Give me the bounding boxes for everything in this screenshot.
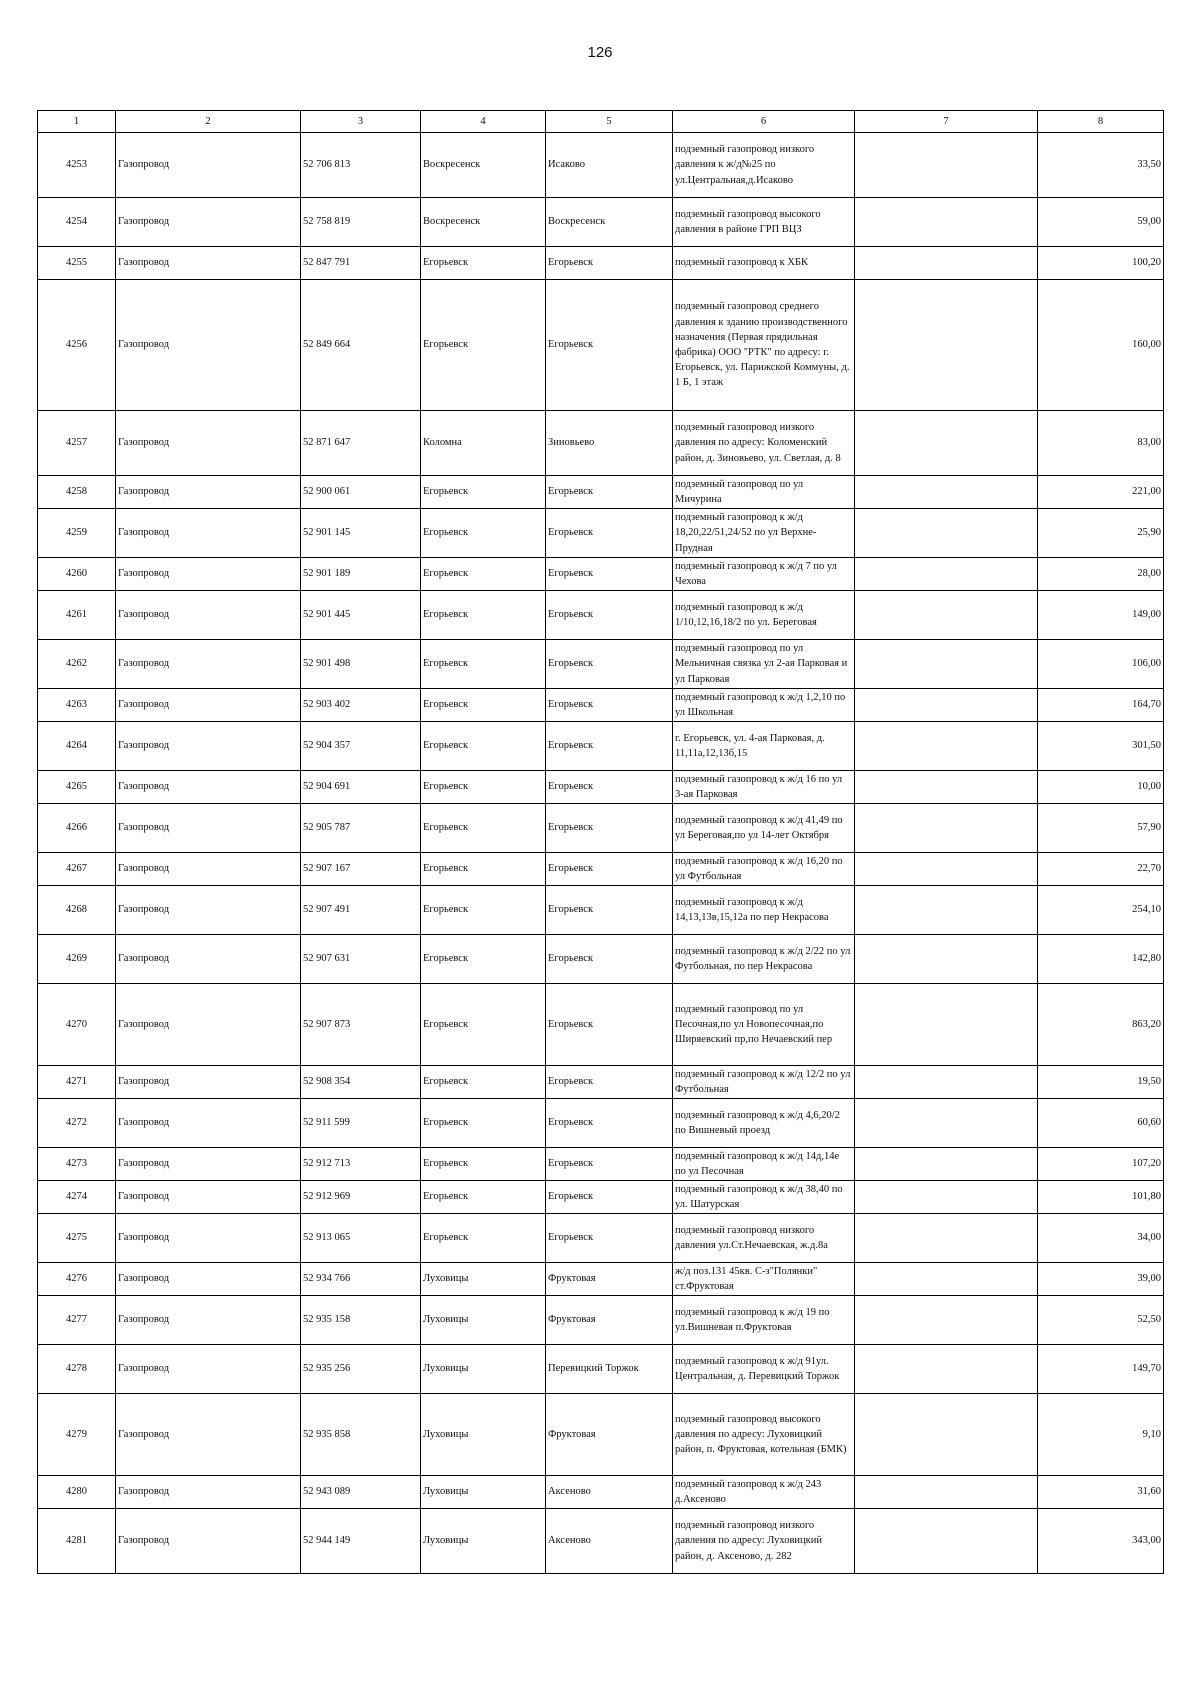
length-value: 221,00 [1038,476,1164,509]
table-row [38,198,1164,247]
description: подземный газопровод низкого давления к ж/д№25 по ул.Центральная,д.Исаково [673,133,855,198]
description: подземный газопровод к ж/д 4,6,20/2 по Вишневый проезд [673,1099,855,1148]
object-name: Газопровод [116,133,301,198]
locality: Егорьевск [546,509,673,558]
object-code: 52 758 819 [301,198,421,247]
length-value: 101,80 [1038,1181,1164,1214]
row-number: 4278 [38,1345,116,1394]
column-header-1: 1 [38,111,116,133]
locality: Егорьевск [546,591,673,640]
district: Егорьевск [421,886,546,935]
length-value: 33,50 [1038,133,1164,198]
row-number: 4271 [38,1066,116,1099]
table-row [38,1394,1164,1476]
table-row [38,689,1164,722]
column-7-cell [855,1263,1038,1296]
row-number: 4277 [38,1296,116,1345]
district: Егорьевск [421,476,546,509]
object-name: Газопровод [116,771,301,804]
length-value: 164,70 [1038,689,1164,722]
locality: Егорьевск [546,984,673,1066]
description: подземный газопровод к ж/д 2/22 по ул Футбольная, по пер Некрасова [673,935,855,984]
locality: Фруктовая [546,1394,673,1476]
length-value: 149,70 [1038,1345,1164,1394]
column-7-cell [855,1099,1038,1148]
locality: Егорьевск [546,886,673,935]
column-7-cell [855,771,1038,804]
column-7-cell [855,1214,1038,1263]
object-code: 52 913 065 [301,1214,421,1263]
object-name: Газопровод [116,509,301,558]
row-number: 4264 [38,722,116,771]
object-code: 52 912 969 [301,1181,421,1214]
object-name: Газопровод [116,1296,301,1345]
table-row [38,411,1164,476]
column-7-cell [855,1509,1038,1574]
column-7-cell [855,1394,1038,1476]
object-code: 52 908 354 [301,1066,421,1099]
locality: Егорьевск [546,722,673,771]
table-row [38,771,1164,804]
locality: Воскресенск [546,198,673,247]
object-code: 52 900 061 [301,476,421,509]
page-number: 126 [587,44,613,61]
length-value: 106,00 [1038,640,1164,689]
locality: Перевицкий Торжок [546,1345,673,1394]
district: Егорьевск [421,1099,546,1148]
row-number: 4269 [38,935,116,984]
column-7-cell [855,558,1038,591]
object-code: 52 907 491 [301,886,421,935]
district: Егорьевск [421,853,546,886]
district: Егорьевск [421,804,546,853]
length-value: 107,20 [1038,1148,1164,1181]
header-row [38,111,1164,133]
object-name: Газопровод [116,1181,301,1214]
locality: Егорьевск [546,1214,673,1263]
locality: Егорьевск [546,935,673,984]
table-row [38,640,1164,689]
row-number: 4253 [38,133,116,198]
locality: Егорьевск [546,247,673,280]
column-7-cell [855,640,1038,689]
column-header-2: 2 [116,111,301,133]
object-name: Газопровод [116,722,301,771]
object-name: Газопровод [116,1476,301,1509]
district: Воскресенск [421,198,546,247]
object-code: 52 944 149 [301,1509,421,1574]
column-header-8: 8 [1038,111,1164,133]
table-row [38,886,1164,935]
length-value: 10,00 [1038,771,1164,804]
district: Луховицы [421,1345,546,1394]
row-number: 4261 [38,591,116,640]
district: Луховицы [421,1509,546,1574]
object-name: Газопровод [116,591,301,640]
row-number: 4272 [38,1099,116,1148]
column-7-cell [855,1476,1038,1509]
row-number: 4257 [38,411,116,476]
column-7-cell [855,1296,1038,1345]
column-7-cell [855,198,1038,247]
table-row [38,1263,1164,1296]
locality: Егорьевск [546,1066,673,1099]
object-name: Газопровод [116,411,301,476]
column-7-cell [855,853,1038,886]
description: ж/д поз.131 45кв. С-з"Полянки" ст.Фруктовая [673,1263,855,1296]
object-code: 52 935 256 [301,1345,421,1394]
length-value: 22,70 [1038,853,1164,886]
object-name: Газопровод [116,804,301,853]
description: подземный газопровод по ул Мичурина [673,476,855,509]
object-code: 52 901 498 [301,640,421,689]
column-7-cell [855,476,1038,509]
description: подземный газопровод к ж/д 243 д.Аксеново [673,1476,855,1509]
table-body [38,133,1164,1574]
length-value: 160,00 [1038,280,1164,411]
description: подземный газопровод к ж/д 7 по ул Чехова [673,558,855,591]
object-code: 52 943 089 [301,1476,421,1509]
object-name: Газопровод [116,476,301,509]
length-value: 343,00 [1038,1509,1164,1574]
length-value: 149,00 [1038,591,1164,640]
object-name: Газопровод [116,280,301,411]
description: подземный газопровод низкого давления ул.Ст.Нечаевская, ж.д.8а [673,1214,855,1263]
table-row [38,1181,1164,1214]
object-code: 52 935 858 [301,1394,421,1476]
district: Егорьевск [421,689,546,722]
object-code: 52 871 647 [301,411,421,476]
column-7-cell [855,509,1038,558]
table-row [38,935,1164,984]
column-7-cell [855,247,1038,280]
object-name: Газопровод [116,1509,301,1574]
description: подземный газопровод к ж/д 38,40 по ул. Шатурская [673,1181,855,1214]
column-7-cell [855,1345,1038,1394]
object-code: 52 847 791 [301,247,421,280]
description: подземный газопровод по ул Песочная,по ул Новопесочная,по Ширяевский пр,по Нечаевский пер [673,984,855,1066]
object-code: 52 901 189 [301,558,421,591]
column-7-cell [855,935,1038,984]
object-name: Газопровод [116,1099,301,1148]
object-code: 52 905 787 [301,804,421,853]
description: подземный газопровод высокого давления в районе ГРП ВЦЗ [673,198,855,247]
locality: Егорьевск [546,771,673,804]
object-code: 52 901 145 [301,509,421,558]
object-code: 52 904 357 [301,722,421,771]
table-row [38,722,1164,771]
table-row [38,476,1164,509]
row-number: 4256 [38,280,116,411]
length-value: 39,00 [1038,1263,1164,1296]
object-code: 52 849 664 [301,280,421,411]
column-7-cell [855,689,1038,722]
length-value: 57,90 [1038,804,1164,853]
column-header-6: 6 [673,111,855,133]
column-7-cell [855,411,1038,476]
object-name: Газопровод [116,1214,301,1263]
object-name: Газопровод [116,1066,301,1099]
object-code: 52 907 873 [301,984,421,1066]
district: Коломна [421,411,546,476]
description: подземный газопровод к ж/д 91ул. Центральная, д. Перевицкий Торжок [673,1345,855,1394]
registry-table [37,110,1164,1574]
description: подземный газопровод к ж/д 12/2 по ул Футбольная [673,1066,855,1099]
object-name: Газопровод [116,886,301,935]
description: подземный газопровод к ж/д 41,49 по ул Береговая,по ул 14-лет Октября [673,804,855,853]
locality: Егорьевск [546,689,673,722]
length-value: 100,20 [1038,247,1164,280]
district: Луховицы [421,1263,546,1296]
column-7-cell [855,1148,1038,1181]
district: Егорьевск [421,722,546,771]
locality: Исаково [546,133,673,198]
description: подземный газопровод к ж/д 1,2,10 по ул Школьная [673,689,855,722]
column-header-7: 7 [855,111,1038,133]
column-7-cell [855,1066,1038,1099]
object-code: 52 911 599 [301,1099,421,1148]
description: г. Егорьевск, ул. 4-ая Парковая, д. 11,11а,12,13б,15 [673,722,855,771]
object-code: 52 904 691 [301,771,421,804]
row-number: 4268 [38,886,116,935]
district: Егорьевск [421,558,546,591]
description: подземный газопровод к ж/д 16,20 по ул Футбольная [673,853,855,886]
locality: Егорьевск [546,1099,673,1148]
column-7-cell [855,804,1038,853]
column-header-5: 5 [546,111,673,133]
object-name: Газопровод [116,984,301,1066]
object-name: Газопровод [116,558,301,591]
table-row [38,280,1164,411]
description: подземный газопровод к ХБК [673,247,855,280]
table-row [38,1509,1164,1574]
length-value: 863,20 [1038,984,1164,1066]
table-row [38,1099,1164,1148]
locality: Егорьевск [546,558,673,591]
locality: Аксеново [546,1476,673,1509]
column-7-cell [855,722,1038,771]
district: Егорьевск [421,640,546,689]
district: Егорьевск [421,935,546,984]
column-header-4: 4 [421,111,546,133]
table-row [38,984,1164,1066]
object-name: Газопровод [116,198,301,247]
district: Егорьевск [421,1148,546,1181]
row-number: 4263 [38,689,116,722]
object-name: Газопровод [116,689,301,722]
row-number: 4281 [38,1509,116,1574]
district: Луховицы [421,1394,546,1476]
object-name: Газопровод [116,935,301,984]
district: Егорьевск [421,984,546,1066]
length-value: 52,50 [1038,1296,1164,1345]
locality: Егорьевск [546,1181,673,1214]
district: Егорьевск [421,1214,546,1263]
length-value: 9,10 [1038,1394,1164,1476]
row-number: 4267 [38,853,116,886]
length-value: 142,80 [1038,935,1164,984]
length-value: 83,00 [1038,411,1164,476]
row-number: 4259 [38,509,116,558]
object-code: 52 907 631 [301,935,421,984]
description: подземный газопровод к ж/д 19 по ул.Вишневая п.Фруктовая [673,1296,855,1345]
table-row [38,1345,1164,1394]
description: подземный газопровод низкого давления по адресу: Коломенский район, д. Зиновьево, ул. Светлая, д. 8 [673,411,855,476]
column-header-3: 3 [301,111,421,133]
locality: Егорьевск [546,853,673,886]
description: подземный газопровод среднего давления к зданию производственного назначения (Первая прядильная фабрика) ООО "РТК" по адресу: г. Егорьевск, ул. Парижской Коммуны, д. 1 Б, 1 этаж [673,280,855,411]
table-row [38,1296,1164,1345]
table-row [38,509,1164,558]
length-value: 19,50 [1038,1066,1164,1099]
locality: Егорьевск [546,1148,673,1181]
row-number: 4255 [38,247,116,280]
description: подземный газопровод высокого давления по адресу: Луховицкий район, п. Фруктовая, котельная (БМК) [673,1394,855,1476]
column-7-cell [855,280,1038,411]
row-number: 4274 [38,1181,116,1214]
locality: Егорьевск [546,280,673,411]
object-name: Газопровод [116,1263,301,1296]
object-name: Газопровод [116,1148,301,1181]
description: подземный газопровод к ж/д 1/10,12,16,18/2 по ул. Береговая [673,591,855,640]
locality: Егорьевск [546,640,673,689]
row-number: 4265 [38,771,116,804]
table-row [38,1476,1164,1509]
table-row [38,1214,1164,1263]
column-7-cell [855,984,1038,1066]
district: Егорьевск [421,280,546,411]
row-number: 4254 [38,198,116,247]
row-number: 4276 [38,1263,116,1296]
description: подземный газопровод к ж/д 14,13,13в,15,12а по пер Некрасова [673,886,855,935]
row-number: 4266 [38,804,116,853]
object-name: Газопровод [116,853,301,886]
row-number: 4280 [38,1476,116,1509]
row-number: 4270 [38,984,116,1066]
table-row [38,133,1164,198]
object-name: Газопровод [116,1345,301,1394]
description: подземный газопровод низкого давления по адресу: Луховицкий район, д. Аксеново, д. 282 [673,1509,855,1574]
row-number: 4260 [38,558,116,591]
object-code: 52 901 445 [301,591,421,640]
length-value: 254,10 [1038,886,1164,935]
row-number: 4279 [38,1394,116,1476]
district: Егорьевск [421,509,546,558]
object-code: 52 912 713 [301,1148,421,1181]
column-7-cell [855,886,1038,935]
description: подземный газопровод к ж/д 18,20,22/51,24/52 по ул Верхне-Прудная [673,509,855,558]
object-name: Газопровод [116,1394,301,1476]
table-row [38,591,1164,640]
row-number: 4275 [38,1214,116,1263]
column-7-cell [855,1181,1038,1214]
length-value: 34,00 [1038,1214,1164,1263]
district: Егорьевск [421,771,546,804]
row-number: 4258 [38,476,116,509]
length-value: 60,60 [1038,1099,1164,1148]
district: Егорьевск [421,591,546,640]
table-row [38,247,1164,280]
object-code: 52 907 167 [301,853,421,886]
locality: Зиновьево [546,411,673,476]
length-value: 25,90 [1038,509,1164,558]
description: подземный газопровод по ул Мельничная связка ул 2-ая Парковая и ул Парковая [673,640,855,689]
district: Егорьевск [421,247,546,280]
length-value: 59,00 [1038,198,1164,247]
length-value: 28,00 [1038,558,1164,591]
table-row [38,853,1164,886]
table-row [38,1148,1164,1181]
object-code: 52 903 402 [301,689,421,722]
length-value: 31,60 [1038,1476,1164,1509]
object-name: Газопровод [116,640,301,689]
description: подземный газопровод к ж/д 14д,14е по ул Песочная [673,1148,855,1181]
locality: Фруктовая [546,1263,673,1296]
column-7-cell [855,591,1038,640]
locality: Егорьевск [546,804,673,853]
description: подземный газопровод к ж/д 16 по ул 3-ая Парковая [673,771,855,804]
row-number: 4262 [38,640,116,689]
object-code: 52 706 813 [301,133,421,198]
locality: Егорьевск [546,476,673,509]
district: Воскресенск [421,133,546,198]
district: Луховицы [421,1296,546,1345]
table-row [38,804,1164,853]
object-code: 52 935 158 [301,1296,421,1345]
locality: Аксеново [546,1509,673,1574]
table-row [38,1066,1164,1099]
row-number: 4273 [38,1148,116,1181]
object-code: 52 934 766 [301,1263,421,1296]
object-name: Газопровод [116,247,301,280]
length-value: 301,50 [1038,722,1164,771]
district: Луховицы [421,1476,546,1509]
column-7-cell [855,133,1038,198]
district: Егорьевск [421,1181,546,1214]
table-row [38,558,1164,591]
district: Егорьевск [421,1066,546,1099]
locality: Фруктовая [546,1296,673,1345]
